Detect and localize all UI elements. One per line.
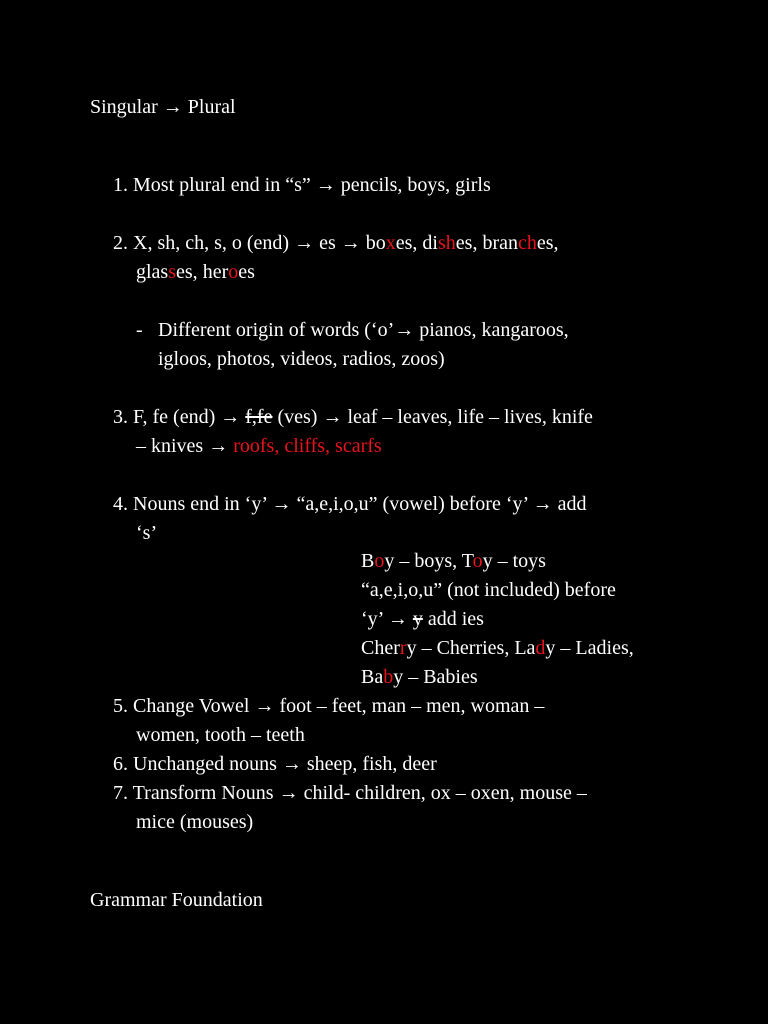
note-line-2: igloos, photos, videos, radios, zoos) — [158, 348, 445, 370]
struck-f-fe: f,fe — [245, 406, 273, 428]
rule-7-line-2: mice (mouses) — [136, 811, 254, 833]
rule-3-line-2: – knives → roofs, cliffs, scarfs — [136, 435, 382, 457]
page-title: Singular → Plural — [90, 96, 236, 118]
rule-2-line-2 — [136, 260, 255, 284]
rule-7-line-1: 7. Transform Nouns → child- children, ox – oxen, mouse – — [113, 782, 587, 804]
example-boy-toy: Boy – boys, Toy – toys — [361, 550, 546, 572]
note-line-1: Different origin of words (‘o’→ pianos, kangaroos, — [158, 319, 569, 341]
rule-4-line-2: ‘s’ — [136, 522, 158, 544]
rule-2-lead: 2. X, sh, ch, s, o (end) → es → — [113, 232, 366, 254]
example-heroes: heroes — [202, 261, 255, 283]
rule-2-line-1 — [113, 231, 559, 255]
rule-4b-line-1: “a,e,i,o,u” (not included) before — [361, 579, 616, 601]
note-dash: - — [136, 319, 143, 341]
example-cherry-lady: Cherry – Cherries, Lady – Ladies, — [361, 637, 634, 659]
example-branches: branches, — [482, 232, 559, 254]
rule-3-line-1: 3. F, fe (end) → f,fe (ves) → leaf – leaves, life – lives, knife — [113, 406, 593, 428]
rule-5-line-2: women, tooth – teeth — [136, 724, 305, 746]
example-boxes: boxes, — [365, 232, 423, 254]
rule-4b-line-2: ‘y’ → y add ies — [361, 608, 484, 630]
rule-4-line-1: 4. Nouns end in ‘y’ → “a,e,i,o,u” (vowel) before ‘y’ → add — [113, 493, 587, 515]
rule-5-line-1: 5. Change Vowel → foot – feet, man – men, woman – — [113, 695, 545, 717]
example-glasses: glasses, — [136, 261, 203, 283]
example-baby: Baby – Babies — [361, 666, 478, 688]
exceptions: roofs, cliffs, scarfs — [233, 435, 382, 457]
footer-text: Grammar Foundation — [90, 889, 263, 911]
rule-6: 6. Unchanged nouns → sheep, fish, deer — [113, 753, 437, 775]
rule-1: 1. Most plural end in “s” → pencils, boys, girls — [113, 174, 491, 196]
struck-y: y — [412, 608, 423, 630]
example-dishes: dishes, — [422, 232, 483, 254]
